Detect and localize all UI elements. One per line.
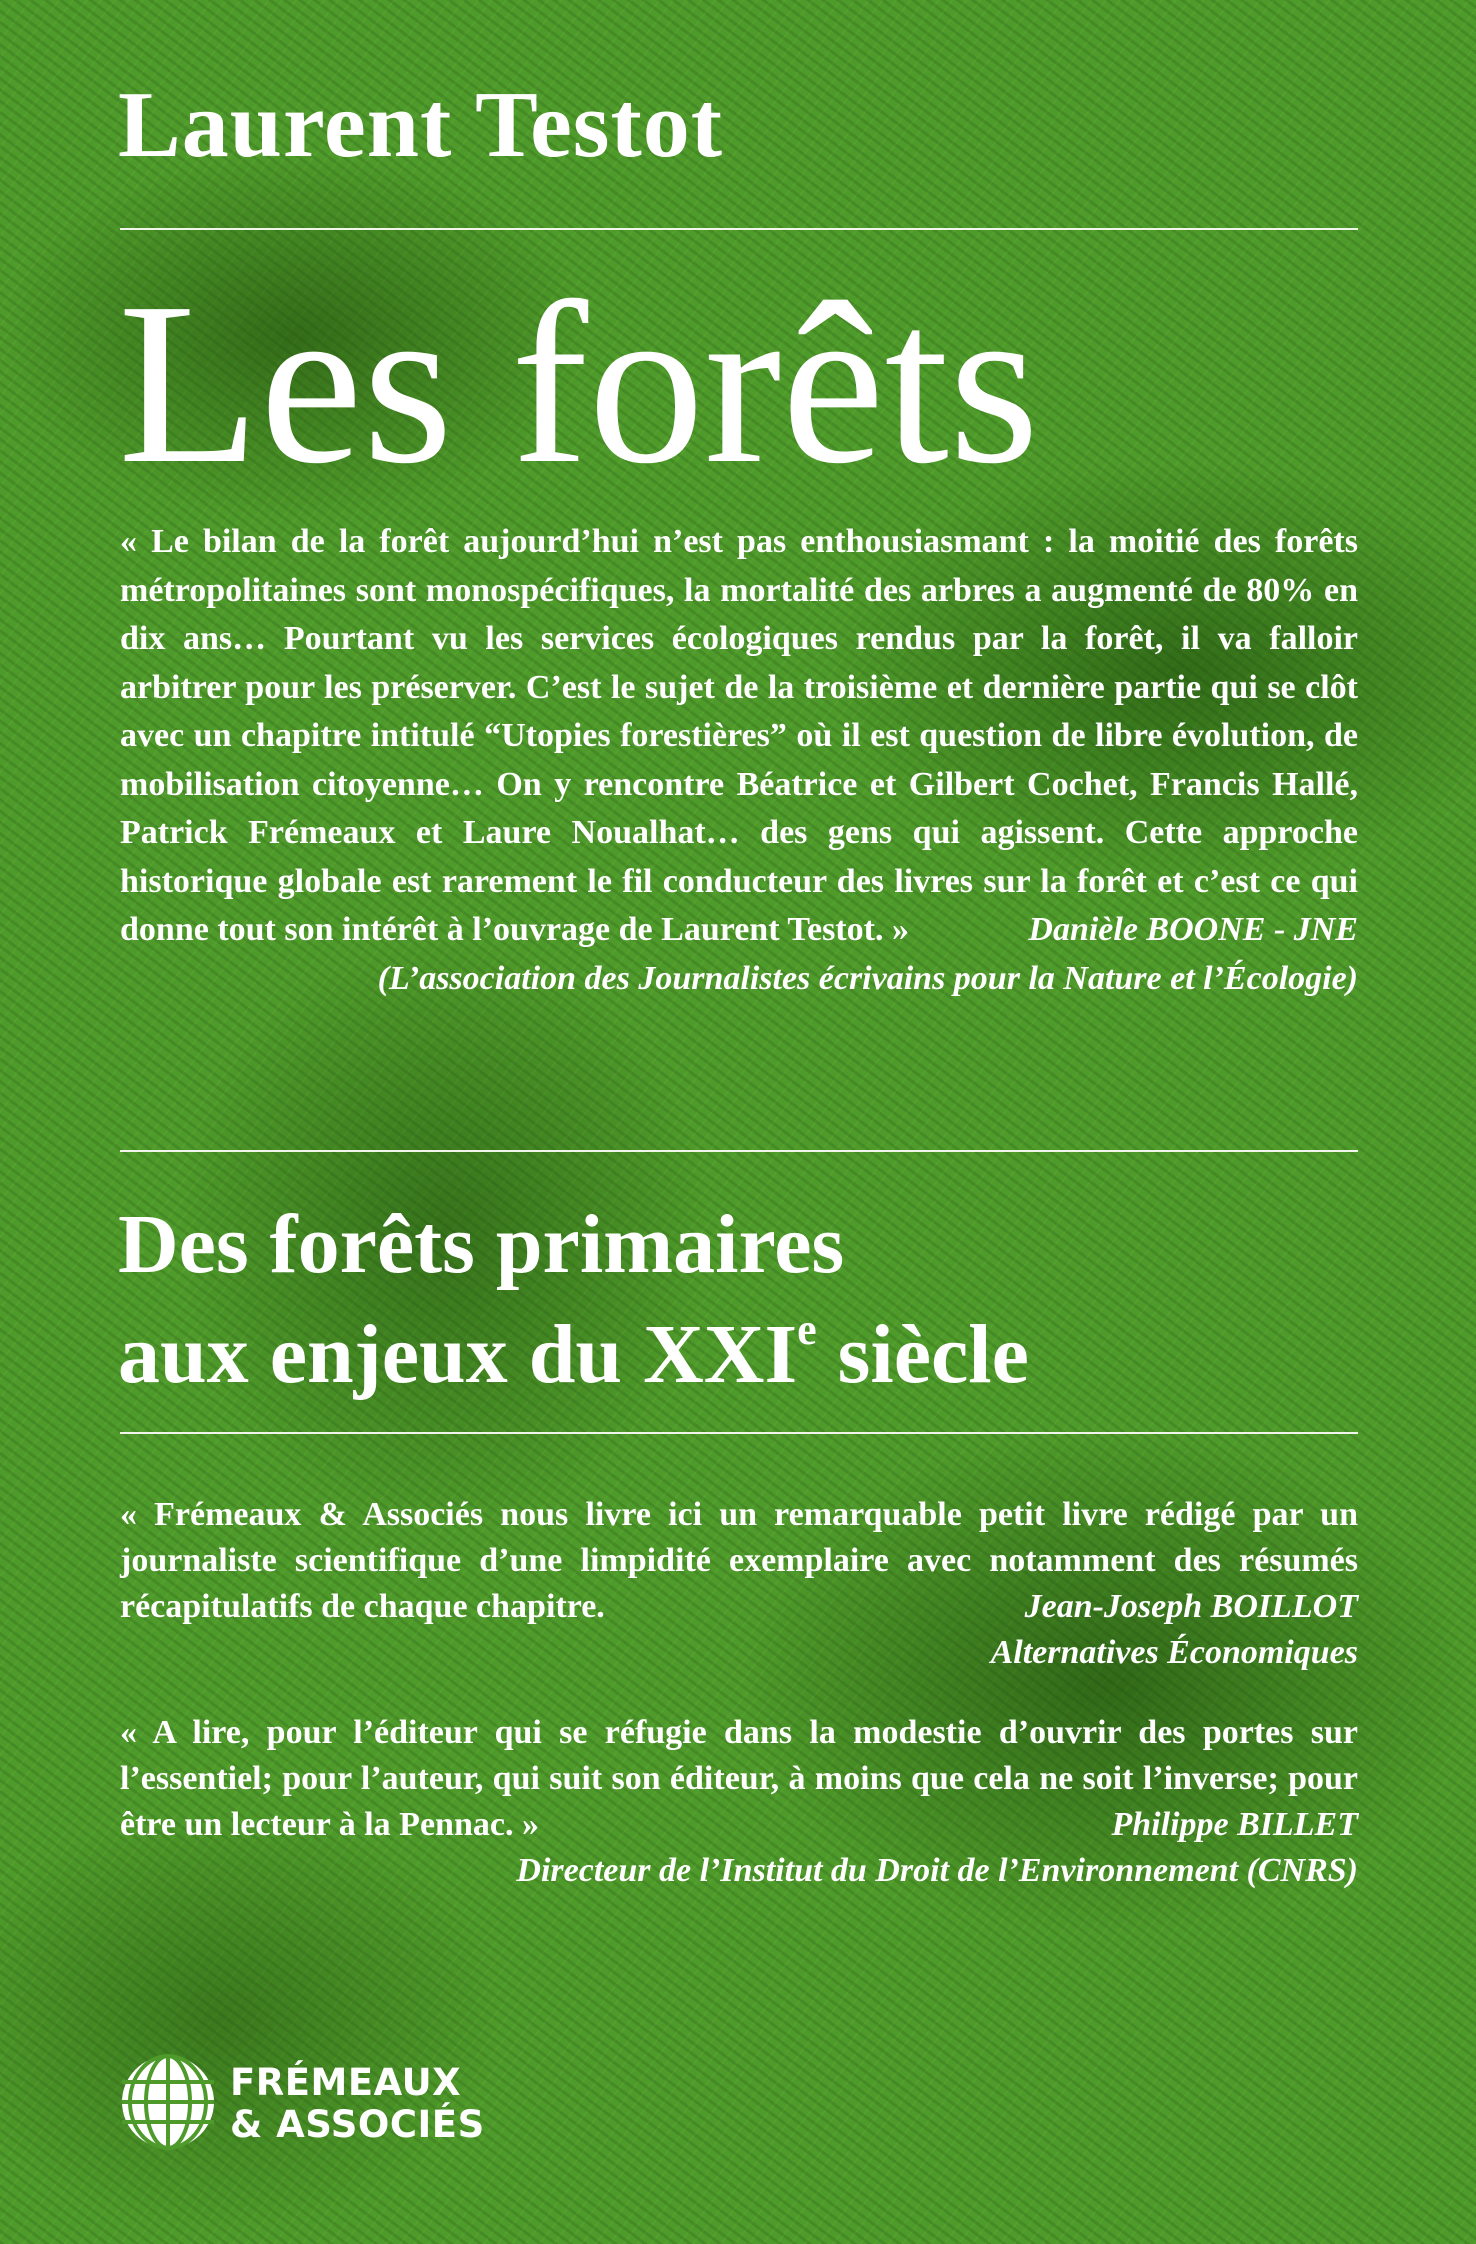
- quote-text: « A lire, pour l’éditeur qui se réfugie dans la modestie d’ouvrir des portes sur l’essentiel; pour l’auteur, qui suit son éditeur, à moins que cela ne soit l’inverse; pour être un lecteur à la Pennac. »: [120, 1714, 1358, 1843]
- divider-lower: [120, 1432, 1358, 1434]
- globe-icon: [118, 2052, 218, 2152]
- review-quote-billet: [120, 1710, 1358, 1894]
- quote-attribution: Philippe BILLET: [1111, 1806, 1358, 1843]
- review-quote-boillot: [120, 1492, 1358, 1676]
- subtitle-line-1: Des forêts primaires: [118, 1198, 845, 1291]
- publisher-name-line-2: & ASSOCIÉS: [230, 2103, 485, 2146]
- divider-top: [120, 228, 1358, 230]
- quote-affiliation: Alternatives Économiques: [990, 1634, 1358, 1671]
- subtitle-line-2-end: siècle: [816, 1308, 1029, 1401]
- book-title: Les forêts: [118, 255, 1040, 512]
- quote-attribution: Jean-Joseph BOILLOT: [1024, 1588, 1358, 1625]
- author-name: Laurent Testot: [118, 73, 724, 177]
- book-subtitle: [118, 1190, 1029, 1410]
- subtitle-superscript: e: [797, 1305, 817, 1354]
- quote-attribution: Danièle BOONE - JNE: [1028, 911, 1358, 948]
- divider-middle: [120, 1150, 1358, 1152]
- publisher-name: [230, 2062, 485, 2146]
- quote-text: « Le bilan de la forêt aujourd’hui n’est pas enthousiasmant : la moitié des forêts métropolitaines sont monospécifiques, la mortalité des arbres a augmenté de 80% en dix ans… Pourtant vu les services écologiques rendus par la forêt, il va falloir arbitrer pour les préserver. C’est le sujet de la troisième et dernière partie qui se clôt avec un chapitre intitulé “Utopies forestières” où il est question de libre évolution, de mobilisation citoyenne… On y rencontre Béatrice et Gilbert Cochet, Francis Hallé, Patrick Frémeaux et Laure Noualhat… des gens qui agissent. Cette approche historique globale est rarement le fil conducteur des livres sur la forêt et c’est ce qui donne tout son intérêt à l’ouvrage de Laurent Testot. »: [120, 523, 1358, 948]
- subtitle-line-2-start: aux enjeux du XXI: [118, 1308, 798, 1401]
- quote-affiliation: (L’association des Journalistes écrivains pour la Nature et l’Écologie): [377, 959, 1358, 997]
- quote-affiliation: Directeur de l’Institut du Droit de l’Environnement (CNRS): [516, 1852, 1358, 1889]
- publisher-logo: [118, 2052, 538, 2152]
- publisher-name-line-1: FRÉMEAUX: [230, 2061, 462, 2104]
- review-quote-boone: [120, 518, 1358, 1003]
- quote-text: « Frémeaux & Associés nous livre ici un remarquable petit livre rédigé par un journaliste scientifique d’une limpidité exemplaire avec notamment des résumés récapitulatifs de chaque chapitre.: [120, 1496, 1358, 1625]
